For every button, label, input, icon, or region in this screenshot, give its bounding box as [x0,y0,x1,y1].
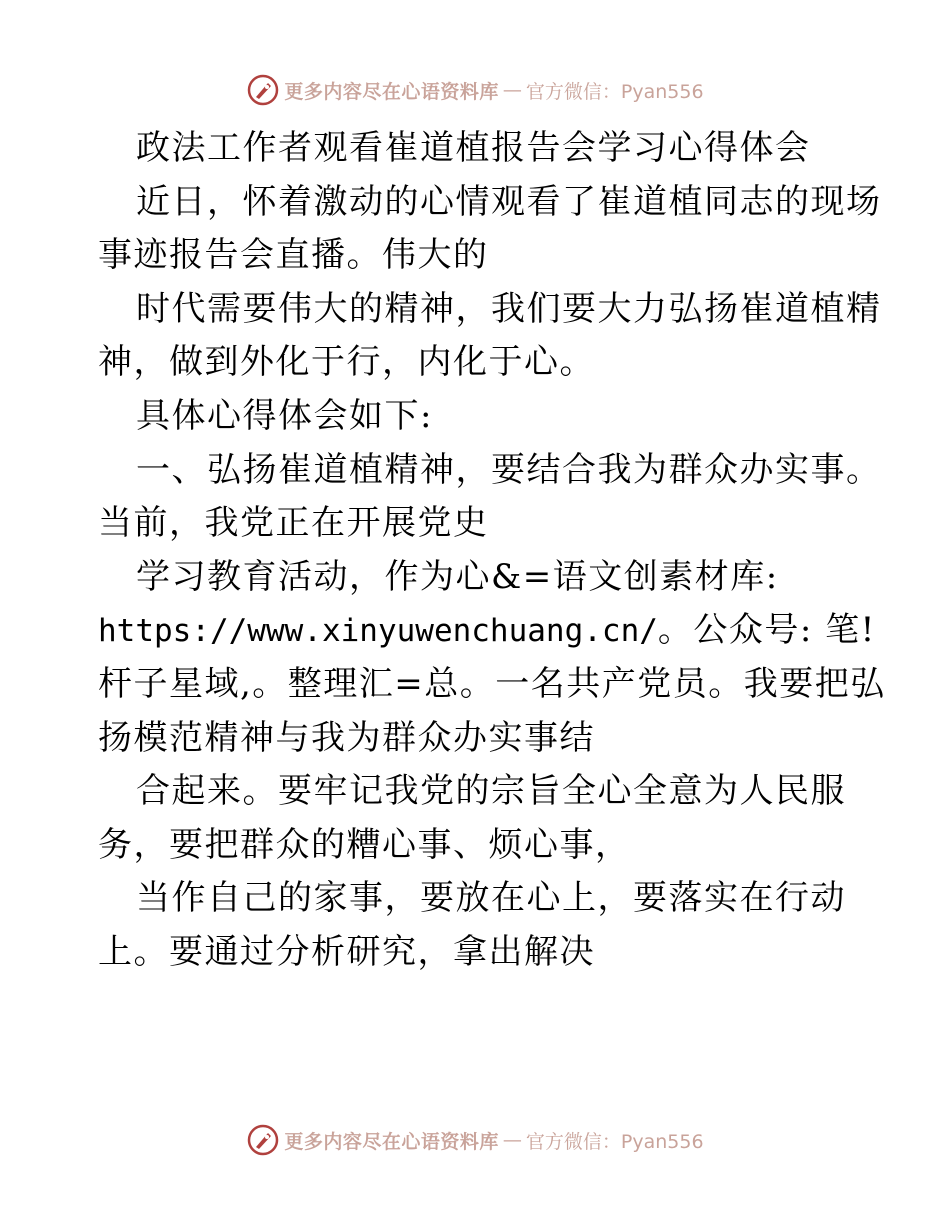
banner-separator: — [502,1129,522,1151]
text-line [98,604,876,658]
banner-text: 更多内容尽在心语资料库 [284,1130,499,1153]
text-line: 扬模范精神与我为群众办实事结 [98,717,595,758]
url-text: https://www.xinyuwenchuang.cn/ [98,613,658,650]
text-line: 具体心得体会如下: [136,395,433,436]
banner-separator: — [502,79,522,101]
text-line: 上。要通过分析研究，拿出解决 [98,931,595,972]
document-body [98,122,886,980]
text-line: 当作自己的家事，要放在心上，要落实在行动 [136,878,846,919]
text-line: 当前，我党正在开展党史 [98,503,489,544]
pen-nib-logo-icon [246,73,280,107]
text-line: 时代需要伟大的精神，我们要大力弘扬崔道植精 [136,288,882,329]
line-text: 。公众号: 笔! [657,610,876,651]
text-line: 事迹报告会直播。伟大的 [98,235,489,276]
text-line: 近日，怀着激动的心情观看了崔道植同志的现场 [136,181,882,222]
document-title: 政法工作者观看崔道植报告会学习心得体会 [136,128,811,168]
text-line: 杆子星域,。整理汇=总。一名共产党员。我要把弘 [98,663,886,704]
text-line: 一、弘扬崔道植精神，要结合我为群众办实事。 [136,449,882,490]
text-line: 合起来。要牢记我党的宗旨全心全意为人民服 [136,771,846,812]
text-line: 学习教育活动，作为心&=语文创素材库: [136,556,779,597]
text-line: 务，要把群众的糟心事、烦心事， [98,824,631,865]
banner-wechat: 官方微信：Pyan556 [525,80,704,103]
text-line: 神，做到外化于行，内化于心。 [98,342,595,383]
pen-nib-logo-icon [246,1123,280,1157]
banner-text: 更多内容尽在心语资料库 [284,80,499,103]
header-banner [0,70,950,110]
banner-wechat: 官方微信：Pyan556 [525,1130,704,1153]
document-lines [98,176,886,980]
footer-banner [0,1120,950,1160]
